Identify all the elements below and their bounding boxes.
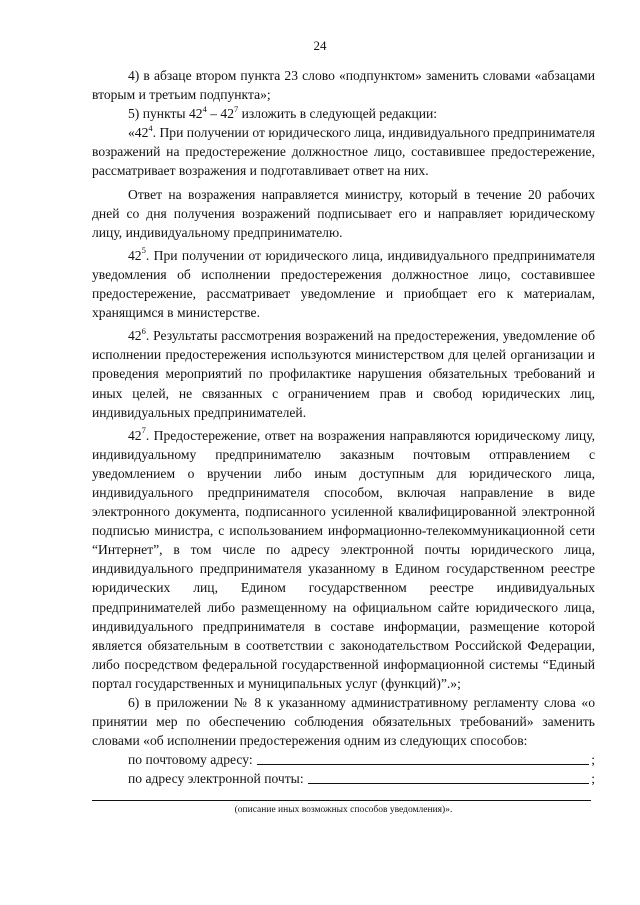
paragraph-42-5 xyxy=(92,246,595,322)
paragraph-42-5-sup: 5 xyxy=(141,245,146,256)
paragraph-42-7-number: 42 xyxy=(128,427,142,443)
paragraph-42-7-text: . Предостережение, ответ на возражения направляются юридическому лицу, индивидуальному предпринимателю заказным почтовым отправлением с уведомлением о вручении либо иным доступным для юридического лица, индивидуального предпринимателя способом, включая направление в виде электронного документа, подписанного усиленной квалифицированной электронной подписью министра, с использованием информационно-телекоммуникационной сети “Интернет”, в том числе по адресу электронной почты юридического лица, индивидуального предпринимателя указанному в Едином государственном реестре юридических лиц, Едином государственном реестре индивидуальных предпринимателей либо размещенному на официальном сайте юридического лица, индивидуального предпринимателя в составе информации, размещение которой является обязательным в соответствии с законодательством Российской Федерации, либо посредством федеральной государственной информационной системы “Единый портал государственных и муниципальных услуг (функций)”.»; xyxy=(92,427,595,691)
other-methods-blank-line xyxy=(92,788,591,801)
email-address-blank-line xyxy=(308,783,590,784)
postal-address-label: по почтовому адресу: xyxy=(128,752,253,768)
item-5-text-a: 5) пункты 42 xyxy=(128,106,203,122)
item-5-text-b: – 42 xyxy=(206,106,234,122)
email-address-field xyxy=(128,769,595,788)
item-5-sup-2: 7 xyxy=(234,103,239,114)
postal-address-end: ; xyxy=(591,752,595,768)
paragraph-42-5-number: 42 xyxy=(128,247,142,263)
item-4: 4) в абзаце втором пункта 23 слово «подпунктом» заменить словами «абзацами вторым и третьим подпункта»; xyxy=(92,68,595,103)
postal-address-field xyxy=(128,750,595,769)
item-5-sup-1: 4 xyxy=(202,103,207,114)
paragraph-42-7 xyxy=(92,426,595,693)
document-body xyxy=(92,66,595,817)
page-number: 24 xyxy=(313,38,327,53)
paragraph-42-7-sup: 7 xyxy=(141,425,146,436)
paragraph-42-4-sup: 4 xyxy=(148,122,153,133)
item-6: 6) в приложении № 8 к указанному административному регламенту слова «о принятии мер по обеспечению соблюдения обязательных требований» заменить словами «об исполнении предостережения одним из следующих способов: xyxy=(92,695,595,749)
paragraph-42-6-sup: 6 xyxy=(141,325,146,336)
paragraph-42-6 xyxy=(92,326,595,421)
email-address-end: ; xyxy=(591,771,595,787)
item-5 xyxy=(92,104,595,123)
paragraph-42-6-number: 42 xyxy=(128,328,142,344)
postal-address-blank-line xyxy=(257,764,590,765)
other-methods-caption: (описание иных возможных способов уведомления)». xyxy=(234,805,453,816)
paragraph-42-4 xyxy=(92,123,595,180)
paragraph-42-4-text: . При получении от юридического лица, индивидуального предпринимателя возражений на предостережение должностное лицо, составившее предостережение, рассматривает возражения и подготавливает ответ на них. xyxy=(92,125,595,179)
paragraph-42-4-continuation: Ответ на возражения направляется министру, который в течение 20 рабочих дней со дня получения возражений подписывает его и направляет юридическому лицу, индивидуальному предпринимателю. xyxy=(92,186,595,240)
paragraph-42-6-text: . Результаты рассмотрения возражений на предостережения, уведомление об исполнении предостережения используются министерством для целей организации и проведения мероприятий по профилактике нарушения обязательных требований и иных целей, не связанных с ограничением прав и свобод юридических лиц, индивидуальных предпринимателей. xyxy=(92,328,595,420)
paragraph-42-5-text: . При получении от юридического лица, индивидуального предпринимателя уведомления об исполнении предостережения должностное лицо, составившее предостережение, рассматривает уведомление и приобщает его к материалам, хранящимся в министерстве. xyxy=(92,247,595,321)
paragraph-42-4-number: «42 xyxy=(128,125,149,141)
email-address-label: по адресу электронной почты: xyxy=(128,771,304,787)
item-5-text-c: изложить в следующей редакции: xyxy=(238,106,438,122)
